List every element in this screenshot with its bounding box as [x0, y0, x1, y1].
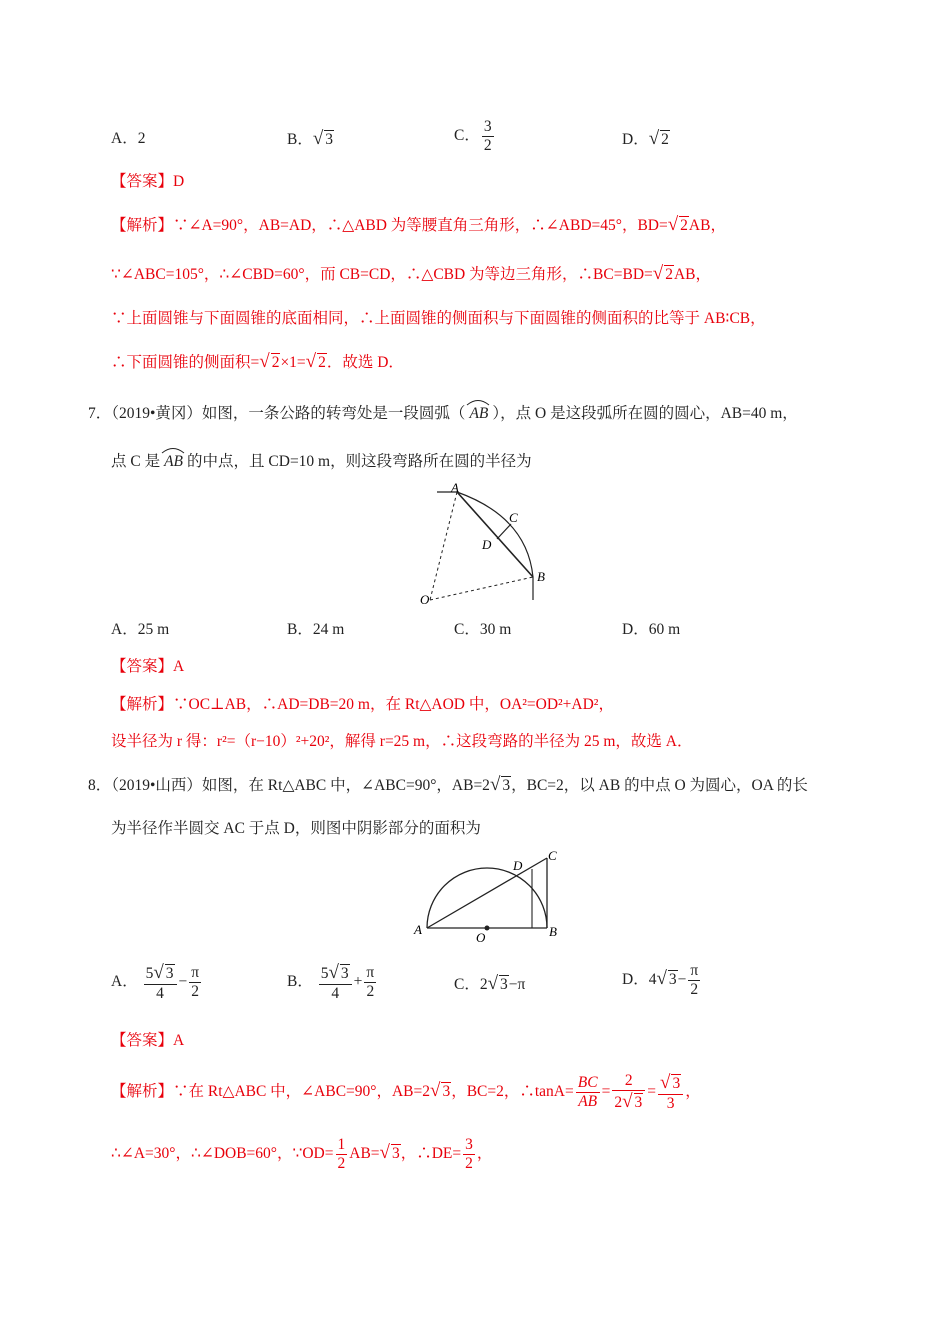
- q7-option-c[interactable]: C．30 m: [454, 621, 512, 638]
- label-D: D: [482, 537, 492, 552]
- radius-OA: [430, 492, 457, 600]
- q7-stem-line1: 7．（2019•黄冈）如图，一条公路的转弯处是一段圆弧（ AB ），点 O 是这段弧所在圆的圆心，AB=40 m，: [88, 403, 798, 425]
- q8-option-a[interactable]: A． $\frac{5√ 3}{4}$ − $\frac{\pi}{2}$: [111, 962, 200, 1002]
- radicand: 3: [325, 131, 334, 148]
- q8-stem-line2: 为半径作半圆交 AC 于点 D，则图中阴影部分的面积为: [111, 820, 481, 837]
- label-A: A: [451, 482, 459, 495]
- q6-explanation-line4: ∴下面圆锥的侧面积=√ 2×1=√ 2．故选 D．: [111, 351, 404, 372]
- q8-option-c[interactable]: C．2√ 3−π: [454, 973, 526, 994]
- q7-explanation-line1: 【解析】∵OC⊥AB，∴AD=DB=20 m，在 Rt△AOD 中，OA²=OD²+AD²，: [111, 696, 614, 713]
- semicircle: [427, 868, 547, 928]
- q7-option-d[interactable]: D．60 m: [622, 621, 681, 638]
- q8-explanation-line2: ∴∠A=30°，∴∠DOB=60°，∵OD= $\frac{1}{2}$ AB=√ 3，∴DE= $\frac{3}{2}$ ，: [111, 1136, 493, 1172]
- q6-explanation-line2: ∵∠ABC=105°，∴∠CBD=60°，而 CB=CD，∴△CBD 为等边三角形，∴BC=BD=√ 2AB，: [111, 263, 711, 284]
- q8-answer: 【答案】A: [111, 1032, 185, 1049]
- fraction: $\frac{5√ 3}{4}$: [144, 962, 177, 1003]
- label-B: B: [549, 924, 557, 939]
- q6-option-d[interactable]: D．√ 2: [622, 128, 669, 149]
- arc-symbol: [160, 446, 186, 454]
- fraction: $\frac{\pi}{2}$: [191, 964, 200, 1000]
- q8-option-d[interactable]: D．4√ 3− $\frac{\pi}{2}$: [622, 962, 699, 998]
- label-D: D: [513, 858, 523, 873]
- fraction: $\frac{3}{2}$: [483, 118, 492, 154]
- q8-figure: [410, 842, 570, 942]
- label-O: O: [420, 592, 430, 607]
- q7-explanation-line2: 设半径为 r 得：r²=（r−10）²+20²，解得 r=25 m，∴这段弯路的半径为 25 m，故选 A．: [111, 733, 693, 750]
- arc-symbol: [465, 398, 491, 406]
- fraction: $\frac{5√ 3}{4}$: [319, 962, 352, 1003]
- q6-option-a[interactable]: A．2: [111, 130, 146, 147]
- label-C: C: [548, 848, 557, 863]
- q8-explanation-line1: 【解析】∵在 Rt△ABC 中，∠ABC=90°，AB=2√ 3，BC=2，∴tanA= $\frac{BC}{AB}$ = $\frac{2}{2√ 3}$ = $\frac{√ 3}{3}$ ，: [111, 1072, 701, 1112]
- q8-stem-line1: 8．（2019•山西）如图，在 Rt△ABC 中，∠ABC=90°，AB=2√ 3，BC=2，以 AB 的中点 O 为圆心，OA 的长: [88, 774, 808, 795]
- fraction: $\frac{\pi}{2}$: [366, 964, 375, 1000]
- q7-stem-line2: 点 C 是 AB 的中点，且 CD=10 m，则这段弯路所在圆的半径为: [111, 451, 532, 473]
- q6-explanation-line3: ∵上面圆锥与下面圆锥的底面相同，∴上面圆锥的侧面积与下面圆锥的侧面积的比等于 AB∶CB，: [111, 310, 766, 327]
- q6-option-b[interactable]: B．√ 3: [287, 128, 334, 149]
- q7-figure: [412, 482, 562, 612]
- q6-option-c[interactable]: C． $\frac{3}{2}$: [454, 118, 492, 154]
- fraction: $\frac{\pi}{2}$: [690, 962, 699, 998]
- segment-CD: [497, 524, 511, 539]
- label-C: C: [509, 510, 518, 525]
- label-B: B: [537, 569, 545, 584]
- radius-OB: [430, 577, 533, 600]
- q7-option-a[interactable]: A．25 m: [111, 621, 170, 638]
- q6-explanation-line1: 【解析】∵∠A=90°，AB=AD，∴△ABD 为等腰直角三角形，∴∠ABD=45°，BD=√ 2AB，: [111, 214, 726, 235]
- radicand: 2: [661, 131, 669, 148]
- q8-option-b[interactable]: B． $\frac{5√ 3}{4}$ + $\frac{\pi}{2}$: [287, 962, 375, 1002]
- label-O: O: [476, 930, 486, 942]
- q7-option-b[interactable]: B．24 m: [287, 621, 345, 638]
- chord-AB: [457, 492, 533, 577]
- q6-answer: 【答案】D: [111, 173, 185, 190]
- q7-answer: 【答案】A: [111, 658, 185, 675]
- label-A: A: [414, 922, 422, 937]
